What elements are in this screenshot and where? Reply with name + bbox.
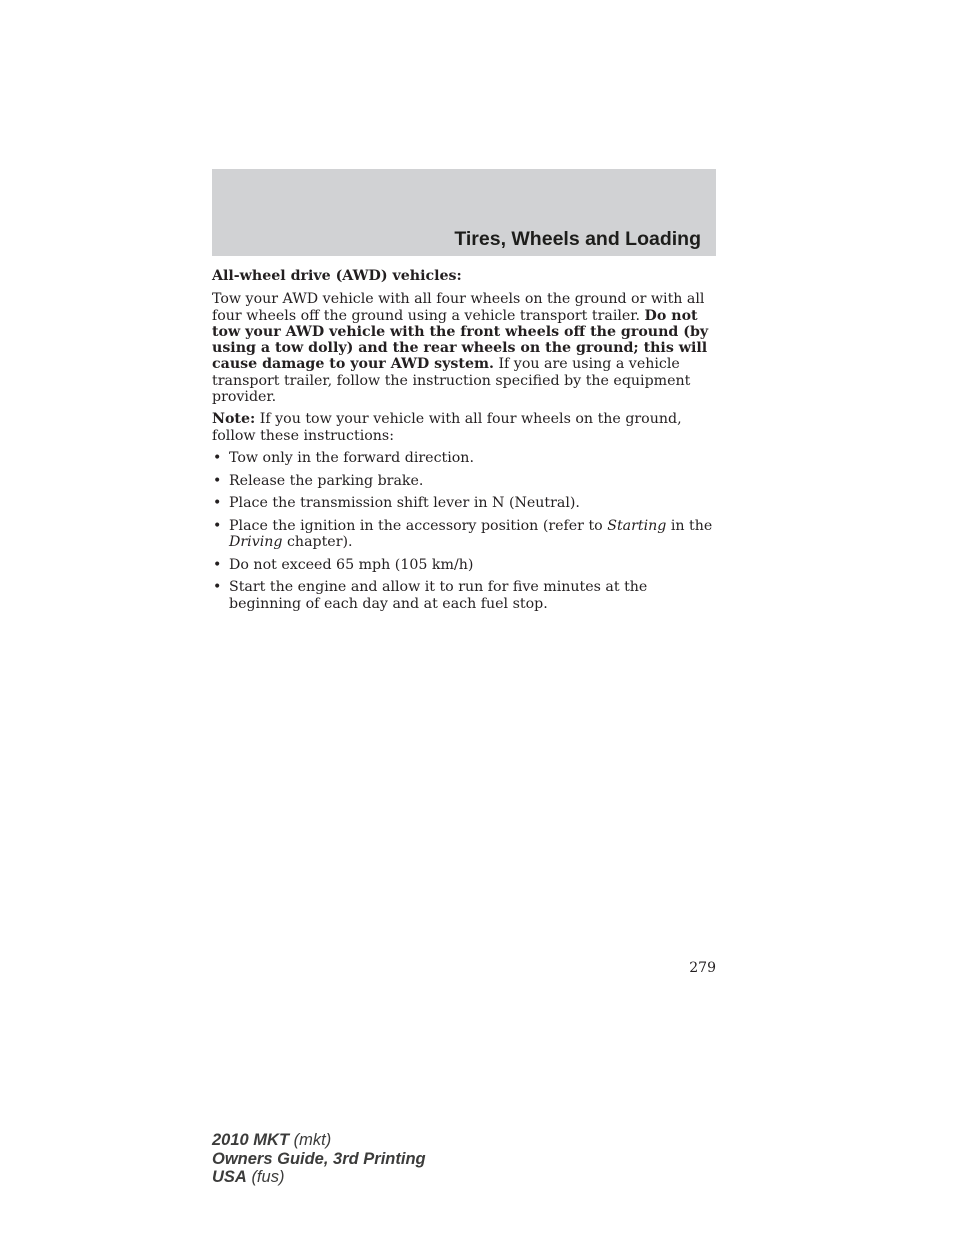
page-number: 279 bbox=[689, 960, 716, 976]
list-item: • Place the ignition in the accessory position (refer to Starting in the Driving chapter). bbox=[213, 517, 713, 551]
section-header-band bbox=[212, 169, 716, 256]
list-item: • Release the parking brake. bbox=[213, 472, 424, 489]
footer-line-market: USA (fus) bbox=[212, 1168, 285, 1186]
towing-warning: Do not tow your AWD vehicle with the front wheels off the ground (by using a tow dolly) and the rear wheels on the ground; this will cause damage to your AWD system. bbox=[212, 307, 709, 373]
bullet-icon: • bbox=[213, 556, 222, 573]
document-footer bbox=[212, 1131, 426, 1187]
bullet-icon: • bbox=[213, 449, 222, 466]
note-label: Note: bbox=[212, 411, 256, 428]
list-item: • Place the transmission shift lever in N (Neutral). bbox=[213, 495, 580, 512]
list-item: • Tow only in the forward direction. bbox=[213, 449, 474, 466]
cross-reference-driving: Driving bbox=[229, 534, 283, 551]
footer-line-model: 2010 MKT (mkt) bbox=[212, 1131, 332, 1149]
bullet-icon: • bbox=[213, 517, 222, 534]
bullet-icon: • bbox=[213, 472, 222, 489]
list-item: • Start the engine and allow it to run for five minutes at the beginning of each day and at each fuel stop. bbox=[213, 579, 648, 612]
towing-paragraph bbox=[212, 291, 718, 405]
page-body bbox=[212, 268, 718, 618]
bullet-icon: • bbox=[213, 579, 222, 596]
bullet-icon: • bbox=[213, 495, 222, 512]
subsection-heading: All-wheel drive (AWD) vehicles: bbox=[212, 268, 462, 284]
note-text: If you tow your vehicle with all four wheels on the ground, follow these instructions: bbox=[212, 411, 682, 444]
note-paragraph bbox=[212, 411, 718, 444]
instructions-list bbox=[212, 450, 718, 612]
towing-tail: If you are using a vehicle transport trailer, follow the instruction specified by the equipment provider. bbox=[212, 356, 691, 406]
towing-intro: Tow your AWD vehicle with all four wheels on the ground or with all four wheels off the ground using a vehicle transport trailer. bbox=[212, 291, 705, 324]
footer-line-guide: Owners Guide, 3rd Printing bbox=[212, 1149, 426, 1168]
section-title: Tires, Wheels and Loading bbox=[454, 228, 701, 250]
cross-reference-starting: Starting bbox=[607, 517, 667, 534]
list-item: • Do not exceed 65 mph (105 km/h) bbox=[213, 556, 474, 573]
